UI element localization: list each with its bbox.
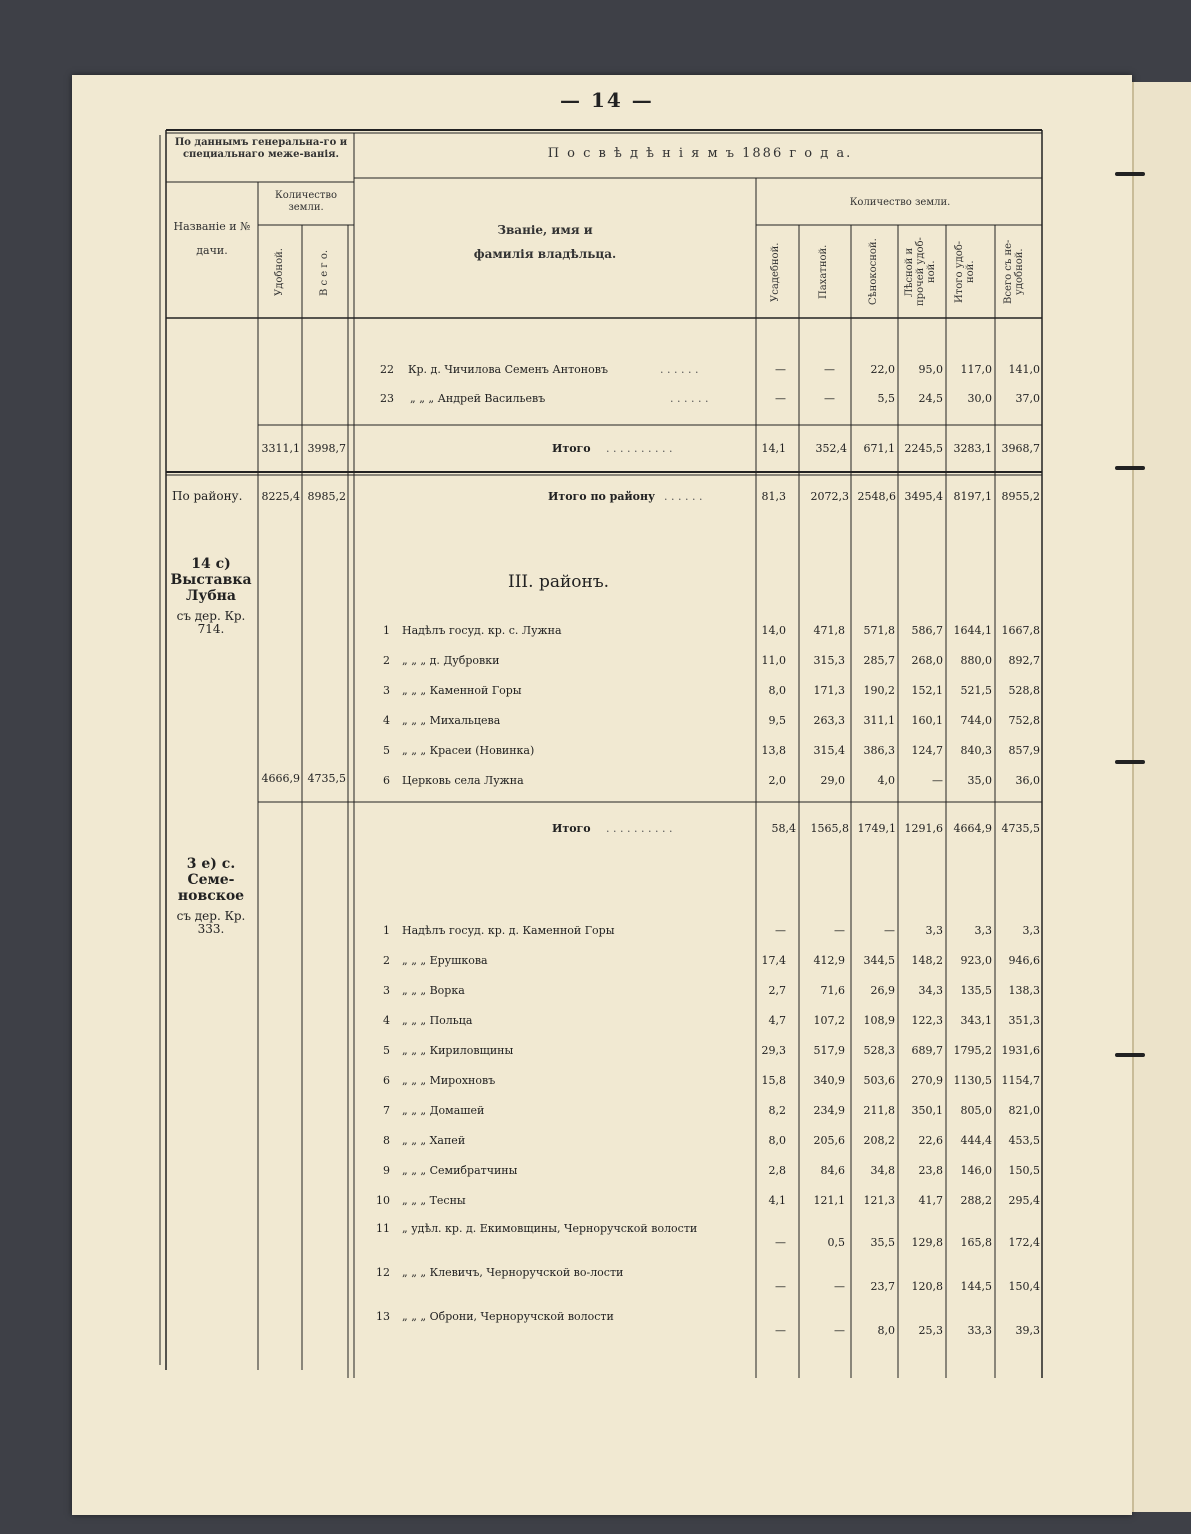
row-number: 1 <box>383 624 390 637</box>
row-number: 13 <box>376 1310 390 1323</box>
value-cell: 36,0 <box>1015 774 1040 787</box>
value-cell: 11,0 <box>761 654 786 667</box>
value-cell: 689,7 <box>911 1044 943 1057</box>
district-label: По району. <box>172 489 243 503</box>
value-cell: 84,6 <box>820 1164 845 1177</box>
value-cell: 211,8 <box>863 1104 895 1117</box>
value-cell: 344,5 <box>863 954 895 967</box>
value-cell: — <box>884 924 895 937</box>
dacha-sublabel: съ дер. Кр. 333. <box>176 909 246 936</box>
value-cell: 946,6 <box>1008 954 1040 967</box>
value-cell: 108,9 <box>863 1014 895 1027</box>
value-cell: 190,2 <box>863 684 895 697</box>
value-cell: 35,5 <box>870 1236 895 1249</box>
value-cell: 129,8 <box>911 1236 943 1249</box>
row-number: 6 <box>383 1074 390 1087</box>
value-cell: 5,5 <box>877 392 895 405</box>
row-number: 9 <box>383 1164 390 1177</box>
owner-name: „ „ „ Мирохновъ <box>402 1074 496 1087</box>
left-convenient: 8225,4 <box>261 490 300 503</box>
value-cell: 352,4 <box>815 442 847 455</box>
owner-name: „ „ „ Тесны <box>402 1194 466 1207</box>
value-cell: 351,3 <box>1008 1014 1040 1027</box>
value-cell: 315,3 <box>813 654 845 667</box>
row-number: 12 <box>376 1266 390 1279</box>
row-number: 23 <box>380 392 394 405</box>
general-survey-header: По даннымъ генеральна-го и специальнаго меже-ванія. <box>174 137 348 160</box>
value-cell: 23,7 <box>870 1280 895 1293</box>
value-cell: 3283,1 <box>953 442 992 455</box>
district-title: III. районъ. <box>508 572 610 592</box>
value-cell: 23,8 <box>918 1164 943 1177</box>
convenient-header: Удобной. <box>274 248 285 297</box>
row-number: 4 <box>383 1014 390 1027</box>
value-cell: 8,0 <box>768 1134 786 1147</box>
value-cell: 1291,6 <box>904 822 943 835</box>
value-cell: 14,1 <box>761 442 786 455</box>
value-cell: 135,5 <box>960 984 992 997</box>
value-cell: 892,7 <box>1008 654 1040 667</box>
value-cell: 1644,1 <box>953 624 992 637</box>
itogo-label: Итого <box>552 822 591 835</box>
by-info-header: П о с в ѣ д ѣ н і я м ъ 1886 г о д а. <box>547 146 853 161</box>
value-cell: 71,6 <box>820 984 845 997</box>
value-cell: 3495,4 <box>904 490 943 503</box>
value-cell: 4735,5 <box>1001 822 1040 835</box>
value-cell: 150,5 <box>1008 1164 1040 1177</box>
name-column-header: Названіе и № дачи. <box>173 220 251 257</box>
owner-name: „ „ „ Польца <box>402 1014 473 1027</box>
dacha-sublabel: съ дер. Кр. 714. <box>176 609 246 636</box>
value-cell: 2548,6 <box>857 490 896 503</box>
value-cell: 517,9 <box>813 1044 845 1057</box>
value-cell: 8,0 <box>877 1324 895 1337</box>
value-cell: 528,8 <box>1008 684 1040 697</box>
value-cell: — <box>775 924 786 937</box>
value-cell: 33,3 <box>967 1324 992 1337</box>
row-number: 6 <box>383 774 390 787</box>
owner-name: „ „ „ Ерушкова <box>402 954 488 967</box>
value-cell: 2,0 <box>768 774 786 787</box>
col-header: Усадебной. <box>770 242 781 302</box>
row-number: 10 <box>376 1194 390 1207</box>
value-cell: 208,2 <box>863 1134 895 1147</box>
row-number: 7 <box>383 1104 390 1117</box>
value-cell: 148,2 <box>911 954 943 967</box>
value-cell: 880,0 <box>960 654 992 667</box>
value-cell: 8,0 <box>768 684 786 697</box>
owner-name: „ „ „ Хапей <box>402 1134 466 1147</box>
value-cell: 503,6 <box>863 1074 895 1087</box>
owner-name: Церковь села Лужна <box>402 774 524 787</box>
owner-name: Кр. д. Чичилова Семенъ Антоновъ <box>408 363 608 376</box>
value-cell: 9,5 <box>768 714 786 727</box>
qty-land-left-header: Количество земли. <box>274 190 338 213</box>
value-cell: 165,8 <box>960 1236 992 1249</box>
value-cell: 122,3 <box>911 1014 943 1027</box>
dacha-label: 14 с) Выставка Лубна <box>170 556 252 604</box>
value-cell: 3968,7 <box>1001 442 1040 455</box>
dot-leader: . . . . . . . . . . <box>606 442 673 455</box>
value-cell: 22,6 <box>918 1134 943 1147</box>
value-cell: 340,9 <box>813 1074 845 1087</box>
value-cell: 350,1 <box>911 1104 943 1117</box>
value-cell: 311,1 <box>863 714 895 727</box>
value-cell: — <box>775 392 786 405</box>
value-cell: 95,0 <box>918 363 943 376</box>
row-number: 1 <box>383 924 390 937</box>
district-total-name: Итого по району <box>548 490 656 503</box>
owner-name: „ „ „ Каменной Горы <box>402 684 522 697</box>
value-cell: 923,0 <box>960 954 992 967</box>
owner-name: „ „ „ Клевичъ, Черноручской во-лости <box>402 1266 624 1279</box>
row-number: 22 <box>380 363 394 376</box>
value-cell: 146,0 <box>960 1164 992 1177</box>
value-cell: — <box>834 924 845 937</box>
value-cell: — <box>834 1324 845 1337</box>
dot-leader: . . . . . . . . . . <box>606 822 673 835</box>
value-cell: 295,4 <box>1008 1194 1040 1207</box>
owner-name: Надѣлъ госуд. кр. д. Каменной Горы <box>402 924 615 937</box>
value-cell: 857,9 <box>1008 744 1040 757</box>
value-cell: 805,0 <box>960 1104 992 1117</box>
owner-name: „ „ „ Красеи (Новинка) <box>402 744 535 757</box>
value-cell: 150,4 <box>1008 1280 1040 1293</box>
value-cell: 34,8 <box>870 1164 895 1177</box>
value-cell: 26,9 <box>870 984 895 997</box>
row-number: 2 <box>383 954 390 967</box>
value-cell: — <box>775 1280 786 1293</box>
value-cell: 2072,3 <box>810 490 849 503</box>
value-cell: 41,7 <box>918 1194 943 1207</box>
owner-name: „ „ „ Ворка <box>402 984 465 997</box>
value-cell: 4,7 <box>768 1014 786 1027</box>
value-cell: 571,8 <box>863 624 895 637</box>
owner-name: „ „ „ Домашей <box>402 1104 485 1117</box>
value-cell: 35,0 <box>967 774 992 787</box>
value-cell: 586,7 <box>911 624 943 637</box>
value-cell: 521,5 <box>960 684 992 697</box>
value-cell: 1565,8 <box>810 822 849 835</box>
value-cell: — <box>834 1280 845 1293</box>
value-cell: 29,0 <box>820 774 845 787</box>
value-cell: 4,0 <box>877 774 895 787</box>
value-cell: 30,0 <box>967 392 992 405</box>
row-number: 5 <box>383 1044 390 1057</box>
owner-name: „ „ „ Оброни, Черноручской волости <box>402 1310 614 1323</box>
dot-leader: . . . . . . <box>660 363 699 376</box>
value-cell: 453,5 <box>1008 1134 1040 1147</box>
owner-name: „ „ „ Семибратчины <box>402 1164 518 1177</box>
row-number: 8 <box>383 1134 390 1147</box>
itogo-label: Итого <box>552 442 591 455</box>
value-cell: 315,4 <box>813 744 845 757</box>
value-cell: 39,3 <box>1015 1324 1040 1337</box>
value-cell: — <box>775 363 786 376</box>
value-cell: 14,0 <box>761 624 786 637</box>
total-header: В с е г о. <box>319 249 330 296</box>
row-number: 3 <box>383 684 390 697</box>
value-cell: 412,9 <box>813 954 845 967</box>
value-cell: 34,3 <box>918 984 943 997</box>
value-cell: 120,8 <box>911 1280 943 1293</box>
value-cell: 8955,2 <box>1001 490 1040 503</box>
value-cell: 270,9 <box>911 1074 943 1087</box>
value-cell: 0,5 <box>827 1236 845 1249</box>
value-cell: — <box>824 392 835 405</box>
value-cell: — <box>932 774 943 787</box>
value-cell: 2,7 <box>768 984 786 997</box>
value-cell: 285,7 <box>863 654 895 667</box>
value-cell: 671,1 <box>863 442 895 455</box>
qty-land-right-header: Количество земли. <box>849 197 951 208</box>
value-cell: 172,4 <box>1008 1236 1040 1249</box>
value-cell: 2,8 <box>768 1164 786 1177</box>
value-cell: 22,0 <box>870 363 895 376</box>
owner-name: „ „ „ Михальцева <box>402 714 501 727</box>
left-convenient: 4666,9 <box>261 772 300 785</box>
value-cell: 343,1 <box>960 1014 992 1027</box>
left-total: 8985,2 <box>307 490 346 503</box>
col-header: Итого удоб-ной. <box>954 240 976 304</box>
value-cell: 141,0 <box>1008 363 1040 376</box>
value-cell: 121,1 <box>813 1194 845 1207</box>
value-cell: 752,8 <box>1008 714 1040 727</box>
value-cell: 234,9 <box>813 1104 845 1117</box>
dacha-label: 3 е) с. Семе-новское <box>177 856 245 904</box>
value-cell: 117,0 <box>960 363 992 376</box>
value-cell: 2245,5 <box>904 442 943 455</box>
value-cell: 152,1 <box>911 684 943 697</box>
value-cell: 386,3 <box>863 744 895 757</box>
left-convenient: 3311,1 <box>261 442 300 455</box>
value-cell: 4664,9 <box>953 822 992 835</box>
value-cell: — <box>775 1324 786 1337</box>
dot-leader: . . . . . . <box>670 392 709 405</box>
left-total: 3998,7 <box>307 442 346 455</box>
value-cell: 268,0 <box>911 654 943 667</box>
value-cell: 13,8 <box>761 744 786 757</box>
value-cell: 821,0 <box>1008 1104 1040 1117</box>
value-cell: 3,3 <box>925 924 943 937</box>
value-cell: 205,6 <box>813 1134 845 1147</box>
row-number: 4 <box>383 714 390 727</box>
value-cell: 8197,1 <box>953 490 992 503</box>
row-number: 2 <box>383 654 390 667</box>
value-cell: 1749,1 <box>857 822 896 835</box>
col-header: Всего съ не-удобной. <box>1003 239 1025 305</box>
value-cell: 1667,8 <box>1001 624 1040 637</box>
value-cell: 1795,2 <box>953 1044 992 1057</box>
col-header: Сѣнокосной. <box>868 238 879 306</box>
value-cell: — <box>775 1236 786 1249</box>
value-cell: 8,2 <box>768 1104 786 1117</box>
owner-name: „ „ „ д. Дубровки <box>402 654 500 667</box>
value-cell: 1931,6 <box>1001 1044 1040 1057</box>
row-number: 3 <box>383 984 390 997</box>
owner-name: „ „ „ Кириловщины <box>402 1044 514 1057</box>
value-cell: 121,3 <box>863 1194 895 1207</box>
value-cell: 29,3 <box>761 1044 786 1057</box>
col-header: Лѣсной и прочей удоб-ной. <box>904 237 937 307</box>
page-number: — 14 — <box>560 88 654 112</box>
value-cell: 138,3 <box>1008 984 1040 997</box>
value-cell: 171,3 <box>813 684 845 697</box>
value-cell: 160,1 <box>911 714 943 727</box>
value-cell: 528,3 <box>863 1044 895 1057</box>
value-cell: 840,3 <box>960 744 992 757</box>
value-cell: 444,4 <box>960 1134 992 1147</box>
value-cell: 744,0 <box>960 714 992 727</box>
value-cell: 4,1 <box>768 1194 786 1207</box>
value-cell: 1130,5 <box>953 1074 992 1087</box>
row-number: 5 <box>383 744 390 757</box>
left-total: 4735,5 <box>307 772 346 785</box>
col-header: Пахатной. <box>818 244 829 300</box>
owner-header: Званіе, имя и фамилія владѣльца. <box>473 223 617 261</box>
value-cell: 124,7 <box>911 744 943 757</box>
value-cell: 263,3 <box>813 714 845 727</box>
value-cell: 1154,7 <box>1001 1074 1040 1087</box>
value-cell: 37,0 <box>1015 392 1040 405</box>
value-cell: 288,2 <box>960 1194 992 1207</box>
value-cell: 107,2 <box>813 1014 845 1027</box>
value-cell: 3,3 <box>1022 924 1040 937</box>
value-cell: 15,8 <box>761 1074 786 1087</box>
value-cell: 58,4 <box>771 822 796 835</box>
value-cell: 3,3 <box>974 924 992 937</box>
value-cell: 17,4 <box>761 954 786 967</box>
value-cell: 144,5 <box>960 1280 992 1293</box>
value-cell: 24,5 <box>918 392 943 405</box>
value-cell: 81,3 <box>761 490 786 503</box>
owner-name: „ удѣл. кр. д. Екимовщины, Черноручской волости <box>402 1222 698 1235</box>
value-cell: — <box>824 363 835 376</box>
value-cell: 471,8 <box>813 624 845 637</box>
row-number: 11 <box>376 1222 390 1235</box>
owner-name: Надѣлъ госуд. кр. с. Лужна <box>402 624 562 637</box>
dot-leader: . . . . . . <box>664 490 703 503</box>
owner-name: „ „ „ Андрей Васильевъ <box>410 392 546 405</box>
value-cell: 25,3 <box>918 1324 943 1337</box>
